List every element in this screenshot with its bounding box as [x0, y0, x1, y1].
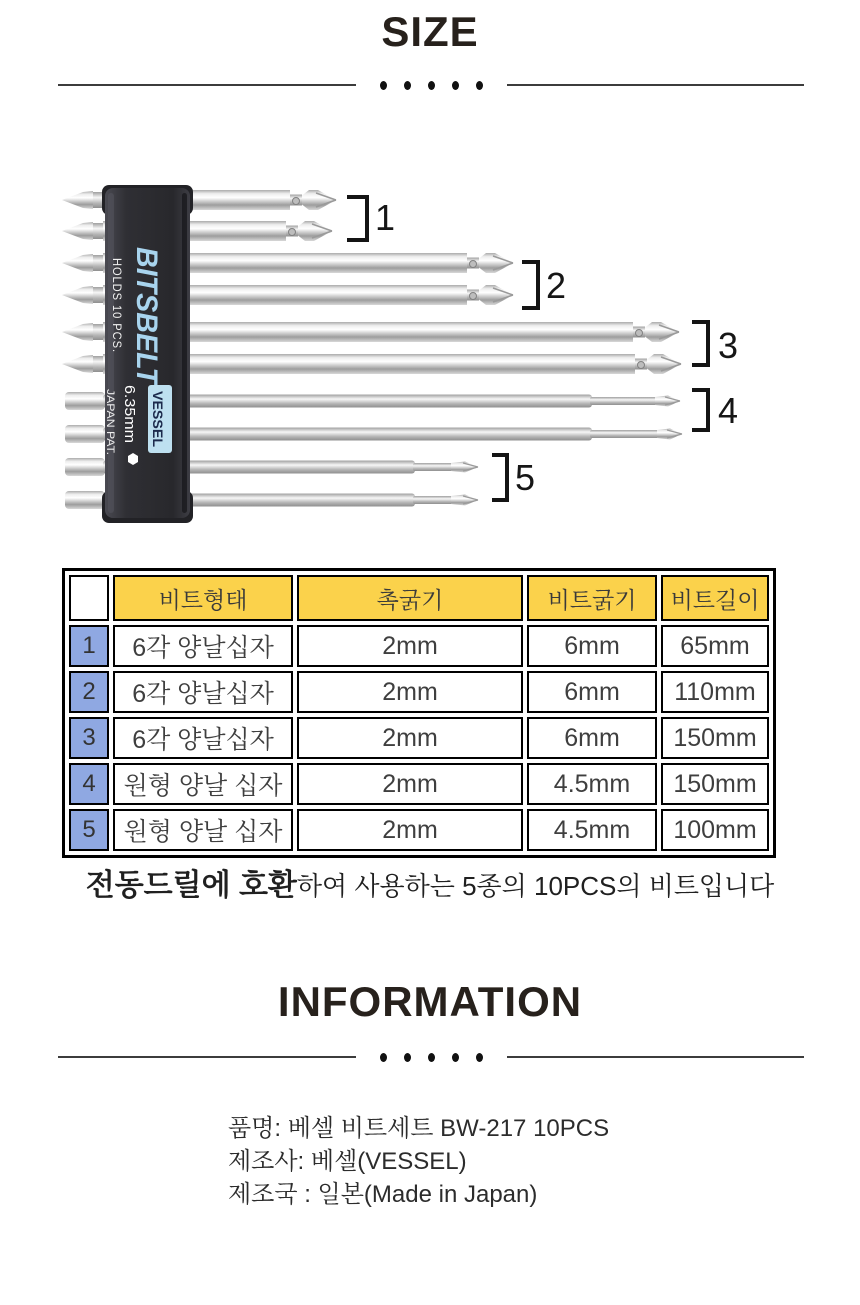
- bracket-label-2: 2: [546, 265, 567, 306]
- info-line-manufacturer: 제조사: 베셀(VESSEL): [228, 1148, 467, 1175]
- cell-shape: 원형 양날 십자: [113, 763, 293, 805]
- corner-cell: [69, 575, 109, 621]
- table-caption: [0, 860, 860, 904]
- cell-length: 150mm: [661, 763, 769, 805]
- caption-text: 하여 사용하는 5종의 10PCS의 비트입니다: [296, 871, 775, 901]
- col-header-shape: 비트형태: [113, 575, 293, 621]
- cell-tip: 2mm: [297, 671, 523, 713]
- holder-japan-pat-label: JAPAN PAT.: [104, 389, 116, 449]
- dot-icon: [428, 81, 435, 90]
- bracket-3: [692, 322, 708, 365]
- cell-length: 100mm: [661, 809, 769, 851]
- size-section-title: SIZE: [381, 8, 479, 55]
- cell-length: 110mm: [661, 671, 769, 713]
- row-number: 4: [69, 763, 109, 805]
- cell-length: 150mm: [661, 717, 769, 759]
- dot-icon: [380, 1053, 387, 1062]
- cell-shape: 원형 양날 십자: [113, 809, 293, 851]
- divider-line-right: [507, 84, 805, 86]
- info-line-product-name: 품명: 베셀 비트세트 BW-217 10PCS: [228, 1115, 610, 1142]
- bracket-2: [522, 262, 538, 308]
- bracket-label-3: 3: [718, 325, 739, 366]
- bitsbelt-holder: [102, 185, 193, 523]
- dot-icon: [452, 81, 459, 90]
- size-brackets: [347, 197, 708, 500]
- divider-dots: [380, 1053, 483, 1062]
- cell-tip: 2mm: [297, 763, 523, 805]
- dot-icon: [404, 81, 411, 90]
- bracket-label-1: 1: [375, 197, 396, 238]
- table-row: [69, 809, 769, 851]
- cell-shape: 6각 양날십자: [113, 625, 293, 667]
- cell-shape: 6각 양날십자: [113, 671, 293, 713]
- cell-thickness: 4.5mm: [527, 763, 657, 805]
- size-divider: [58, 79, 804, 91]
- table-row: [69, 717, 769, 759]
- table-row: [69, 671, 769, 713]
- spec-table: [62, 568, 776, 858]
- col-header-bit-thickness: 비트굵기: [527, 575, 657, 621]
- table-header-row: [69, 575, 769, 621]
- holder-maker-label: VESSEL: [150, 391, 166, 447]
- cell-length: 65mm: [661, 625, 769, 667]
- holder-shank-size-label: 6.35mm: [121, 385, 138, 440]
- cell-tip: 2mm: [297, 809, 523, 851]
- bracket-label-5: 5: [515, 457, 536, 498]
- divider-line-right: [507, 1056, 805, 1058]
- bracket-1: [347, 197, 367, 240]
- info-line-country: 제조국 : 일본(Made in Japan): [228, 1181, 538, 1208]
- dot-icon: [380, 81, 387, 90]
- table-row: [69, 625, 769, 667]
- cell-shape: 6각 양날십자: [113, 717, 293, 759]
- cell-tip: 2mm: [297, 717, 523, 759]
- holder-brand-label: BITSBELT: [130, 247, 163, 392]
- bit-65mm: [62, 221, 332, 241]
- dot-icon: [452, 1053, 459, 1062]
- dot-icon: [428, 1053, 435, 1062]
- cell-thickness: 6mm: [527, 625, 657, 667]
- dot-icon: [404, 1053, 411, 1062]
- table-row: [69, 763, 769, 805]
- bit-set-illustration: [55, 183, 755, 528]
- dot-icon: [476, 1053, 483, 1062]
- divider-line-left: [58, 1056, 356, 1058]
- row-number: 3: [69, 717, 109, 759]
- bracket-label-4: 4: [718, 390, 739, 431]
- bracket-4: [692, 390, 708, 430]
- dot-icon: [476, 81, 483, 90]
- divider-dots: [380, 81, 483, 90]
- holder-holds-label: HOLDS 10 PCS.: [110, 258, 124, 361]
- cell-thickness: 6mm: [527, 671, 657, 713]
- divider-line-left: [58, 84, 356, 86]
- product-info-block: [228, 1112, 609, 1211]
- cell-tip: 2mm: [297, 625, 523, 667]
- caption-emphasis: 전동드릴에 호환: [85, 869, 297, 902]
- product-photo: [55, 183, 755, 528]
- information-section-title: INFORMATION: [277, 978, 583, 1025]
- row-number: 5: [69, 809, 109, 851]
- cell-thickness: 4.5mm: [527, 809, 657, 851]
- size-bracket-labels: [375, 197, 738, 498]
- bracket-5: [492, 455, 507, 500]
- row-number: 1: [69, 625, 109, 667]
- cell-thickness: 6mm: [527, 717, 657, 759]
- col-header-tip-thickness: 촉굵기: [297, 575, 523, 621]
- row-number: 2: [69, 671, 109, 713]
- information-divider: [58, 1051, 804, 1063]
- col-header-bit-length: 비트길이: [661, 575, 769, 621]
